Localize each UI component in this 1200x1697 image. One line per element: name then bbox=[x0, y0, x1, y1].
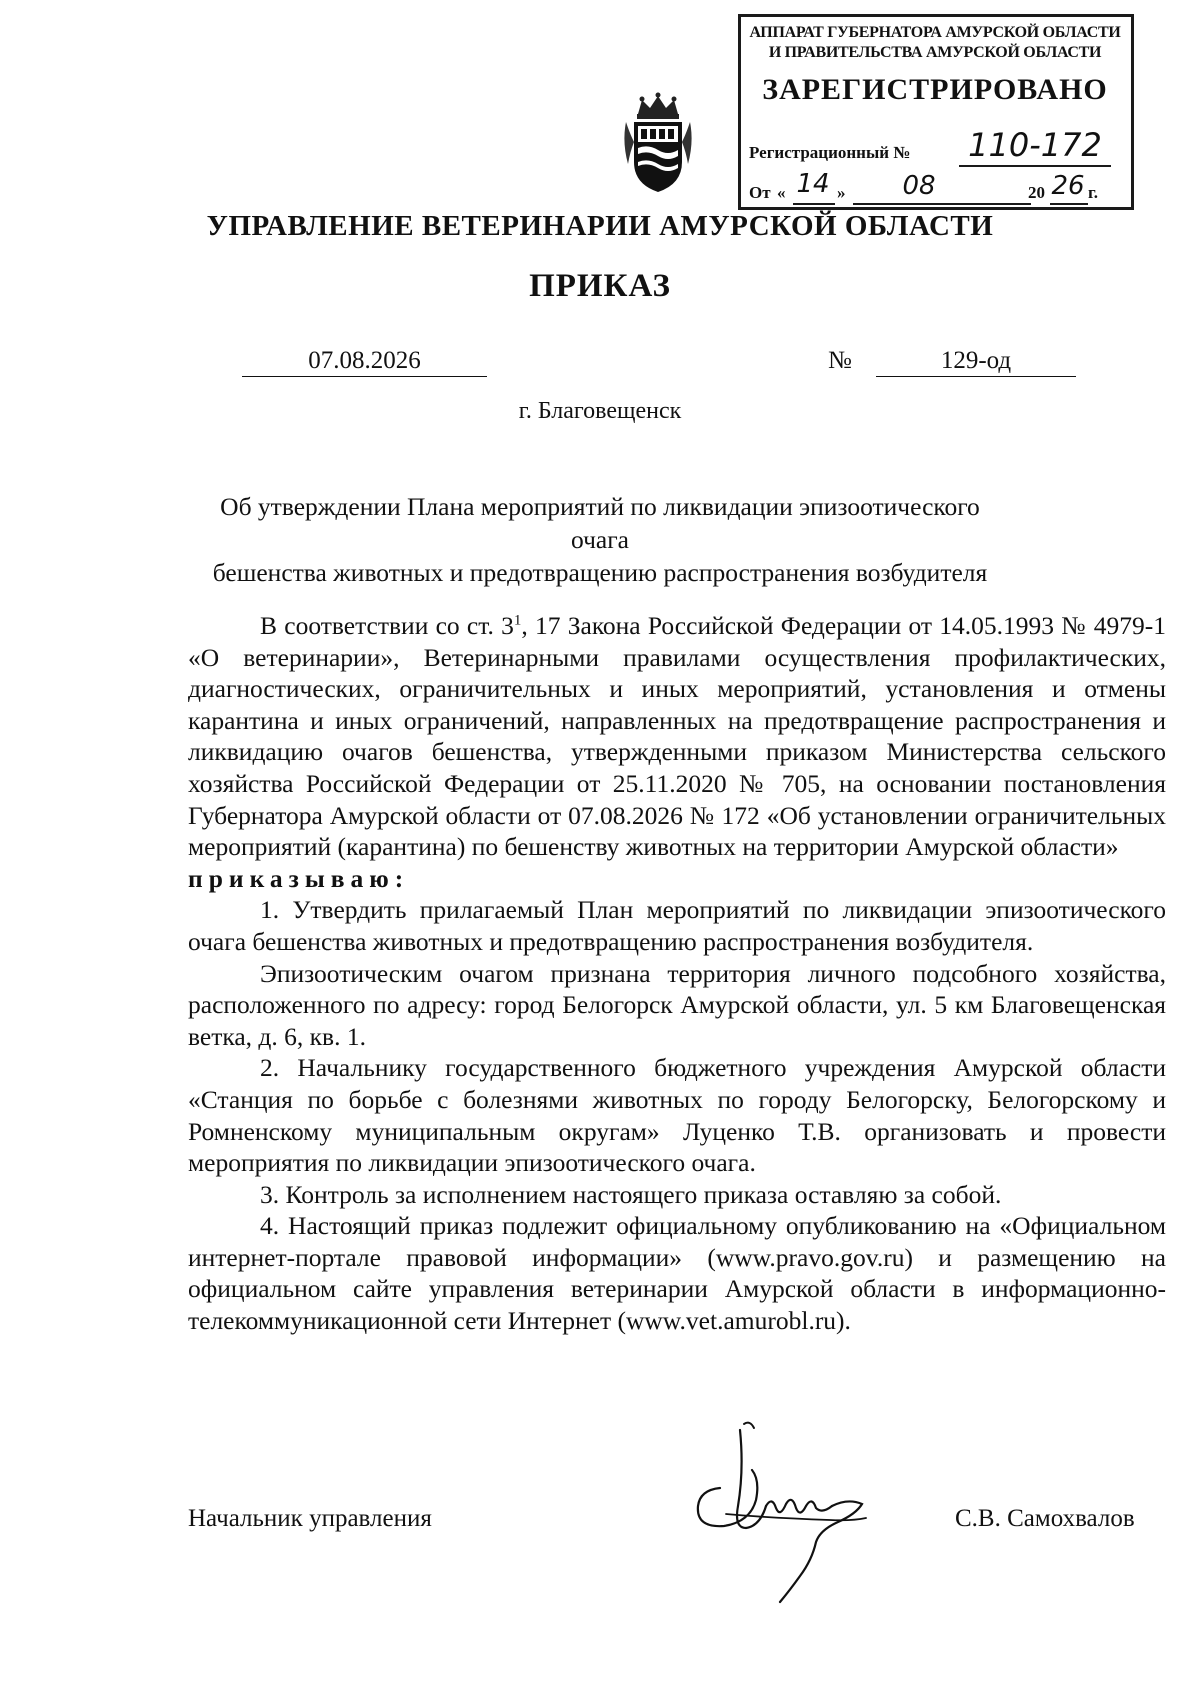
document-type: ПРИКАЗ bbox=[529, 268, 671, 304]
stamp-issuer-line1: АППАРАТ ГУБЕРНАТОРА АМУРСКОЙ ОБЛАСТИ bbox=[749, 24, 1121, 41]
signatory-position: Начальник управления bbox=[188, 1505, 432, 1532]
document-number-label: № bbox=[828, 347, 852, 374]
stamp-year-underline bbox=[1050, 203, 1088, 205]
document-body bbox=[188, 610, 1166, 1337]
document-subject bbox=[200, 490, 1000, 589]
order-word-paragraph bbox=[188, 863, 1166, 895]
stamp-day: 14 bbox=[796, 169, 830, 199]
document-date: 07.08.2026 bbox=[242, 346, 487, 377]
preamble-paragraph bbox=[188, 610, 1166, 863]
stamp-reg-label: Регистрационный № bbox=[749, 143, 911, 162]
order-word: приказываю: bbox=[188, 863, 410, 893]
stamp-month-underline bbox=[853, 203, 1031, 205]
stamp-quote-close: » bbox=[837, 183, 846, 202]
registration-stamp bbox=[738, 14, 1134, 210]
preamble-part-a: В соответствии со ст. 3 bbox=[260, 611, 514, 640]
document-city: г. Благовещенск bbox=[518, 398, 682, 424]
subject-line-1: Об утверждении Плана мероприятий по ликвидации эпизоотического очага bbox=[220, 492, 980, 554]
document-number: 129-од bbox=[876, 346, 1076, 377]
item-1: 1. Утвердить прилагаемый План мероприятий по ликвидации эпизоотического очага бешенства животных и предотвращению распространения возбудителя. bbox=[188, 895, 1166, 956]
stamp-title: ЗАРЕГИСТРИРОВАНО bbox=[762, 73, 1108, 106]
stamp-date-row bbox=[749, 169, 1099, 203]
item-2: 2. Начальнику государственного бюджетного учреждения Амурской области «Станция по борьбе с болезнями животных по городу Белогорску, Белогорскому и Ромненскому муниципальным округам» Луценко Т.В. организовать и провести мероприятия по ликвидации эпизоотического очага. bbox=[188, 1053, 1166, 1178]
item-1-note: Эпизоотическим очагом признана территория личного подсобного хозяйства, расположенного по адресу: город Белогорск Амурской области, ул. 5 км Благовещенская ветка, д. 6, кв. 1. bbox=[188, 958, 1166, 1051]
signatory-name: С.В. Самохвалов bbox=[955, 1505, 1135, 1532]
preamble-part-b: , 17 Закона Российской Федерации от 14.05.1993 № 4979-1 «О ветеринарии», Ветеринарными правилами осуществления профилактических, диагностических, ограничительных и иных мероприятий, установления и отмены карантина и иных ограничений, направленных на предотвращение распространения и ликвидацию очагов бешенства, утвержденными приказом Министерства сельского хозяйства Российской Федерации от 25.11.2020 № 705, на основании постановления Губернатора Амурской области от 07.08.2026 № 172 «Об установлении ограничительных мероприятий (карантина) по бешенству животных на территории Амурской области» bbox=[188, 611, 1166, 862]
stamp-day-underline bbox=[793, 203, 835, 205]
coat-of-arms-icon bbox=[620, 92, 696, 196]
stamp-month: 08 bbox=[902, 171, 936, 201]
stamp-year-value: 26 bbox=[1051, 171, 1085, 201]
stamp-quote-open: « bbox=[777, 183, 786, 202]
item-4: 4. Настоящий приказ подлежит официальному опубликованию на «Официальном интернет-портале правовой информации» (www.pravo.gov.ru) и размещению на официальном сайте управления ветеринарии Амурской области в информационно-телекоммуникационной сети Интернет (www.vet.amurobl.ru). bbox=[188, 1211, 1166, 1336]
subject-line-2: бешенства животных и предотвращению распространения возбудителя bbox=[212, 558, 988, 587]
stamp-date-prefix: От bbox=[749, 183, 771, 202]
handwritten-signature bbox=[680, 1410, 900, 1630]
stamp-year-suffix: г. bbox=[1088, 183, 1099, 202]
stamp-issuer-line2: И ПРАВИТЕЛЬСТВА АМУРСКОЙ ОБЛАСТИ bbox=[768, 44, 1102, 61]
preamble-superscript: 1 bbox=[513, 612, 522, 629]
stamp-year-prefix: 20 bbox=[1028, 183, 1045, 202]
stamp-reg-number: 110-172 bbox=[959, 125, 1111, 167]
item-3: 3. Контроль за исполнением настоящего приказа оставляю за собой. bbox=[260, 1179, 1002, 1209]
organization-name: УПРАВЛЕНИЕ ВЕТЕРИНАРИИ АМУРСКОЙ ОБЛАСТИ bbox=[206, 210, 994, 242]
